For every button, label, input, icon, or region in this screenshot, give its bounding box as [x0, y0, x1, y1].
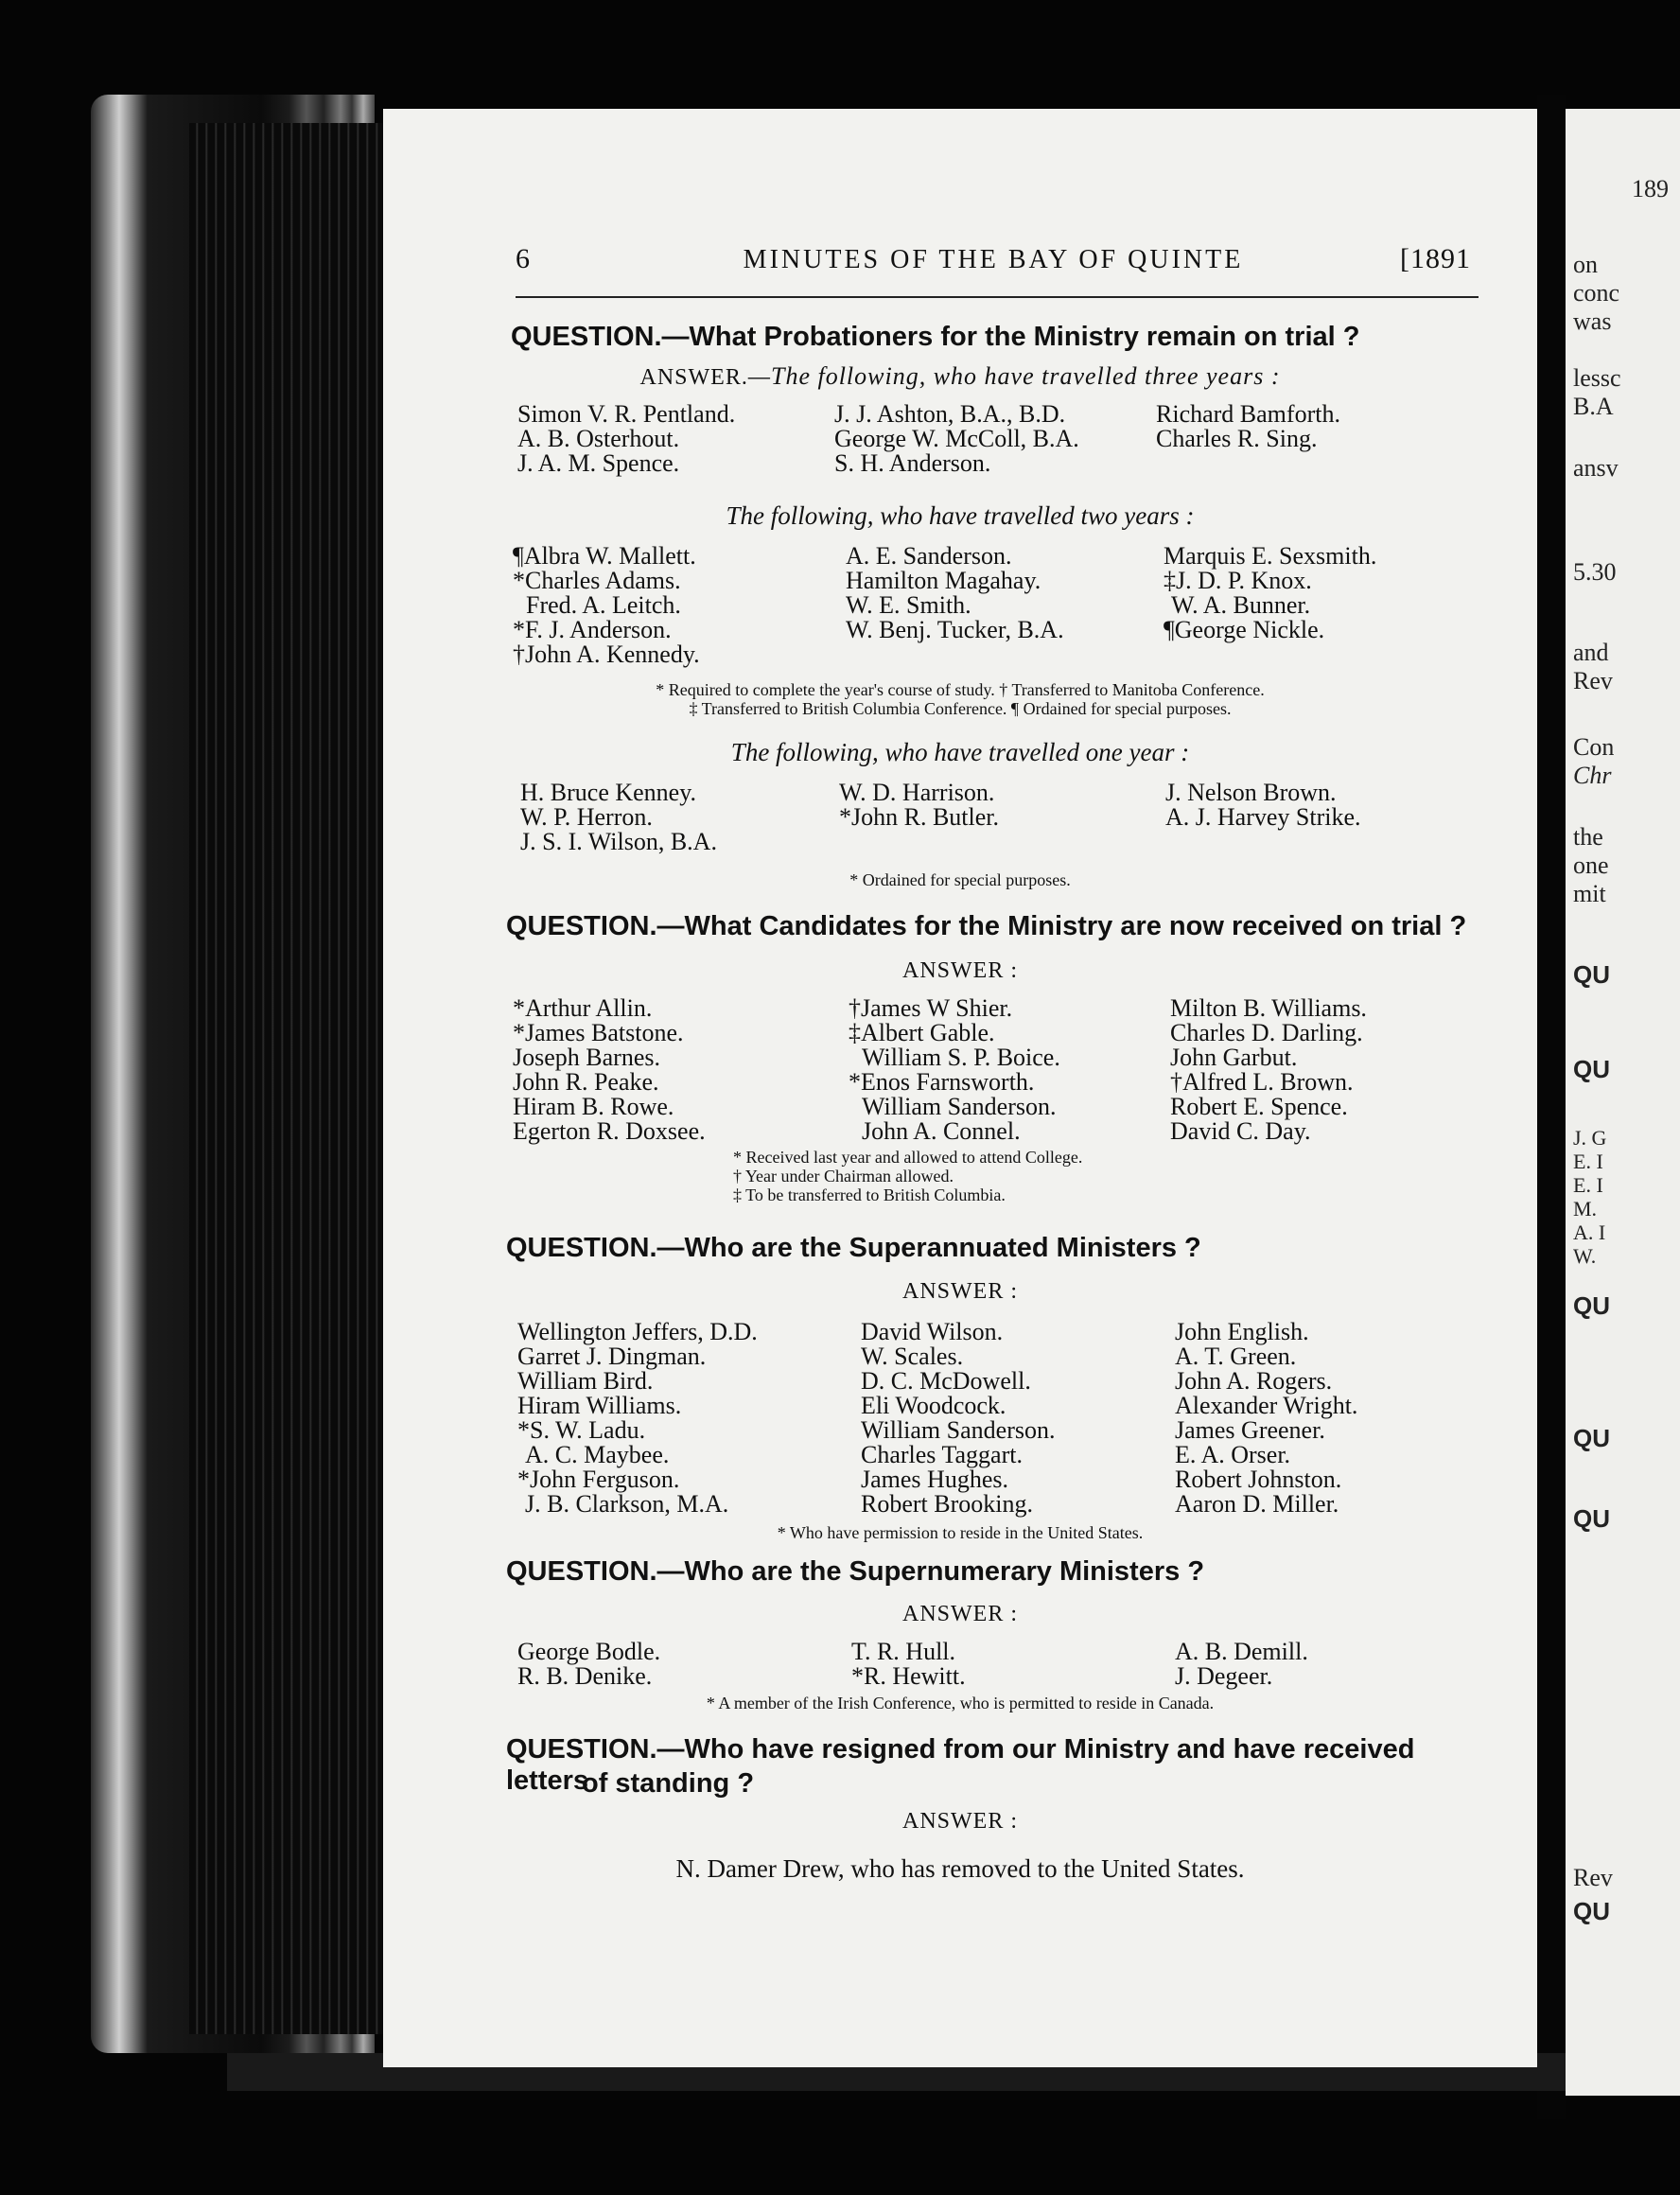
- name-entry: A. B. Demill.: [1175, 1638, 1308, 1665]
- adjacent-fragment: E. I: [1573, 1173, 1603, 1197]
- question-probationers: QUESTION.—What Probationers for the Ministry remain on trial ?: [511, 322, 1360, 352]
- name-entry: John R. Peake.: [513, 1068, 659, 1096]
- name-entry: John Garbut.: [1170, 1044, 1298, 1071]
- name-entry: Fred. A. Leitch.: [526, 591, 681, 619]
- three-years-names: [513, 402, 1490, 476]
- adjacent-fragment: M.: [1573, 1197, 1598, 1220]
- name-entry: J. Degeer.: [1175, 1662, 1273, 1690]
- name-entry: W. P. Herron.: [520, 803, 653, 831]
- question-resigned-cont: of standing ?: [582, 1768, 755, 1799]
- name-entry: William Bird.: [517, 1367, 654, 1395]
- answer-label-supernumerary: ANSWER :: [902, 1602, 1018, 1626]
- name-entry: ‡Albert Gable.: [849, 1019, 995, 1046]
- name-entry: †James W Shier.: [849, 994, 1013, 1022]
- name-entry: Robert E. Spence.: [1170, 1093, 1348, 1120]
- name-entry: *James Batstone.: [513, 1019, 684, 1046]
- name-entry: W. D. Harrison.: [839, 779, 995, 806]
- adjacent-fragment: ansv: [1573, 454, 1619, 482]
- one-year-intro: The following, who have travelled one year :: [730, 738, 1190, 766]
- name-entry: Joseph Barnes.: [513, 1044, 660, 1071]
- name-entry: A. E. Sanderson.: [846, 542, 1012, 570]
- name-entry: *F. J. Anderson.: [513, 616, 672, 643]
- name-entry: W. A. Bunner.: [1171, 591, 1311, 619]
- name-entry: T. R. Hull.: [851, 1638, 956, 1665]
- adjacent-fragment: the: [1573, 823, 1603, 851]
- two-years-intro: The following, who have travelled two years :: [726, 501, 1195, 530]
- question-superannuated: QUESTION.—Who are the Superannuated Ministers ?: [506, 1233, 1201, 1263]
- name-entry: *Charles Adams.: [513, 567, 681, 594]
- adjacent-fragment: QU: [1573, 1055, 1610, 1083]
- name-entry: David C. Day.: [1170, 1117, 1311, 1145]
- adjacent-fragment: on: [1573, 251, 1598, 278]
- name-entry: John English.: [1175, 1318, 1309, 1345]
- name-entry: J. J. Ashton, B.A., B.D.: [834, 400, 1066, 428]
- header-rule: [516, 296, 1479, 298]
- supernumerary-footnote: * A member of the Irish Conference, who is permitted to reside in Canada.: [706, 1694, 1215, 1712]
- one-year-names: [513, 781, 1490, 854]
- name-entry: Richard Bamforth.: [1156, 400, 1340, 428]
- answer-label-resigned: ANSWER :: [902, 1809, 1018, 1834]
- answer-intro-three-years: —The following, who have travelled three years :: [747, 362, 1281, 390]
- one-year-footnote: * Ordained for special purposes.: [849, 870, 1071, 889]
- adjacent-fragment: Rev: [1573, 667, 1613, 694]
- name-entry: *S. W. Ladu.: [517, 1416, 646, 1444]
- name-entry: George W. McColl, B.A.: [834, 425, 1079, 452]
- adjacent-fragment: Con: [1573, 733, 1615, 761]
- name-entry: ¶George Nickle.: [1164, 616, 1325, 643]
- adjacent-fragment: Rev: [1573, 1864, 1613, 1891]
- name-entry: Hamilton Magahay.: [846, 567, 1041, 594]
- name-entry: W. Scales.: [861, 1343, 964, 1370]
- name-entry: William Sanderson.: [861, 1416, 1056, 1444]
- adjacent-fragment: Chr: [1573, 762, 1612, 789]
- name-entry: E. A. Orser.: [1175, 1441, 1291, 1468]
- name-entry: *R. Hewitt.: [851, 1662, 966, 1690]
- answer-line-three-years: [383, 362, 1537, 391]
- name-entry: Eli Woodcock.: [861, 1392, 1006, 1419]
- candidates-names: [513, 996, 1490, 1144]
- name-entry: Egerton R. Doxsee.: [513, 1117, 706, 1145]
- name-entry: James Greener.: [1175, 1416, 1325, 1444]
- adjacent-fragment: B.A: [1573, 393, 1614, 420]
- two-years-footnote-2: ‡ Transferred to British Columbia Conference. ¶ Ordained for special purposes.: [689, 699, 1232, 718]
- name-entry: Garret J. Dingman.: [517, 1343, 707, 1370]
- name-entry: †Alfred L. Brown.: [1170, 1068, 1354, 1096]
- name-entry: J. B. Clarkson, M.A.: [525, 1490, 729, 1518]
- superannuated-names: [513, 1320, 1490, 1517]
- name-entry: Hiram Williams.: [517, 1392, 682, 1419]
- name-entry: A. B. Osterhout.: [517, 425, 680, 452]
- name-entry: J. Nelson Brown.: [1165, 779, 1337, 806]
- page-number: 6: [516, 243, 531, 274]
- name-entry: George Bodle.: [517, 1638, 661, 1665]
- header-year: [1891: [1400, 243, 1471, 274]
- adjacent-fragment: was: [1573, 307, 1612, 335]
- name-entry: David Wilson.: [861, 1318, 1004, 1345]
- name-entry: A. J. Harvey Strike.: [1165, 803, 1361, 831]
- name-entry: Simon V. R. Pentland.: [517, 400, 736, 428]
- adjacent-fragment: one: [1573, 852, 1609, 879]
- name-entry: Aaron D. Miller.: [1175, 1490, 1339, 1518]
- name-entry: D. C. McDowell.: [861, 1367, 1031, 1395]
- name-entry: H. Bruce Kenney.: [520, 779, 697, 806]
- name-entry: A. T. Green.: [1175, 1343, 1297, 1370]
- adjacent-fragment: QU: [1573, 1897, 1610, 1925]
- adjacent-fragment: conc: [1573, 279, 1620, 307]
- name-entry: W. Benj. Tucker, B.A.: [846, 616, 1064, 643]
- document-page: [383, 109, 1537, 2067]
- name-entry: William S. P. Boice.: [862, 1044, 1060, 1071]
- name-entry: Alexander Wright.: [1175, 1392, 1358, 1419]
- name-entry: Robert Johnston.: [1175, 1466, 1342, 1493]
- adjacent-fragment: A. I: [1573, 1220, 1606, 1244]
- name-entry: ¶Albra W. Mallett.: [513, 542, 696, 570]
- question-candidates: QUESTION.—What Candidates for the Ministry are now received on trial ?: [506, 911, 1467, 941]
- name-entry: *John R. Butler.: [839, 803, 1000, 831]
- supernumerary-names: [513, 1640, 1490, 1689]
- two-years-names: [513, 544, 1490, 667]
- name-entry: Marquis E. Sexsmith.: [1164, 542, 1377, 570]
- name-entry: R. B. Denike.: [517, 1662, 653, 1690]
- name-entry: Charles R. Sing.: [1156, 425, 1318, 452]
- answer-label-superannuated: ANSWER :: [902, 1279, 1018, 1304]
- answer-label: ANSWER.: [639, 365, 748, 390]
- candidates-footnotes: * Received last year and allowed to attend College. † Year under Chairman allowed. ‡ To be transferred to British Columbia.: [733, 1148, 1083, 1204]
- page-stack-edges: [189, 123, 388, 2034]
- name-entry: W. E. Smith.: [846, 591, 971, 619]
- adjacent-fragment: QU: [1573, 960, 1610, 989]
- question-resigned: QUESTION.—Who have resigned from our Ministry and have received letters: [506, 1734, 1415, 1796]
- adjacent-fragment: W.: [1573, 1244, 1597, 1268]
- adjacent-fragment: 189: [1632, 175, 1669, 202]
- name-entry: ‡J. D. P. Knox.: [1164, 567, 1312, 594]
- adjacent-fragment: lessc: [1573, 364, 1621, 392]
- adjacent-fragment: QU: [1573, 1424, 1610, 1452]
- name-entry: A. C. Maybee.: [525, 1441, 670, 1468]
- name-entry: Robert Brooking.: [861, 1490, 1033, 1518]
- name-entry: James Hughes.: [861, 1466, 1008, 1493]
- name-entry: J. A. M. Spence.: [517, 449, 680, 477]
- adjacent-fragment: and: [1573, 639, 1609, 666]
- name-entry: †John A. Kennedy.: [513, 641, 700, 668]
- adjacent-fragment: E. I: [1573, 1150, 1603, 1173]
- adjacent-fragment: QU: [1573, 1504, 1610, 1533]
- name-entry: John A. Rogers.: [1175, 1367, 1333, 1395]
- adjacent-fragment: J. G: [1573, 1126, 1607, 1150]
- adjacent-fragment: 5.30: [1573, 558, 1617, 586]
- book-gutter: [1537, 95, 1566, 2119]
- adjacent-fragment: mit: [1573, 880, 1606, 907]
- name-entry: *Enos Farnsworth.: [849, 1068, 1035, 1096]
- name-entry: S. H. Anderson.: [834, 449, 991, 477]
- name-entry: Charles Taggart.: [861, 1441, 1023, 1468]
- adjacent-fragment: QU: [1573, 1291, 1610, 1320]
- name-entry: *John Ferguson.: [517, 1466, 680, 1493]
- name-entry: Charles D. Darling.: [1170, 1019, 1363, 1046]
- name-entry: Hiram B. Rowe.: [513, 1093, 674, 1120]
- name-entry: William Sanderson.: [862, 1093, 1057, 1120]
- name-entry: *Arthur Allin.: [513, 994, 653, 1022]
- two-years-footnote-1: * Required to complete the year's course of study. † Transferred to Manitoba Conference.: [656, 680, 1265, 699]
- name-entry: J. S. I. Wilson, B.A.: [520, 828, 717, 855]
- name-entry: John A. Connel.: [862, 1117, 1021, 1145]
- running-title: MINUTES OF THE BAY OF QUINTE: [743, 245, 1244, 274]
- answer-label-candidates: ANSWER :: [902, 958, 1018, 983]
- page-header: [516, 243, 1471, 281]
- question-supernumerary: QUESTION.—Who are the Supernumerary Ministers ?: [506, 1556, 1205, 1587]
- name-entry: Wellington Jeffers, D.D.: [517, 1318, 758, 1345]
- resigned-answer: N. Damer Drew, who has removed to the United States.: [675, 1854, 1245, 1883]
- adjacent-page-fragment: [1566, 109, 1680, 2096]
- superannuated-footnote: * Who have permission to reside in the United States.: [777, 1523, 1144, 1542]
- name-entry: Milton B. Williams.: [1170, 994, 1367, 1022]
